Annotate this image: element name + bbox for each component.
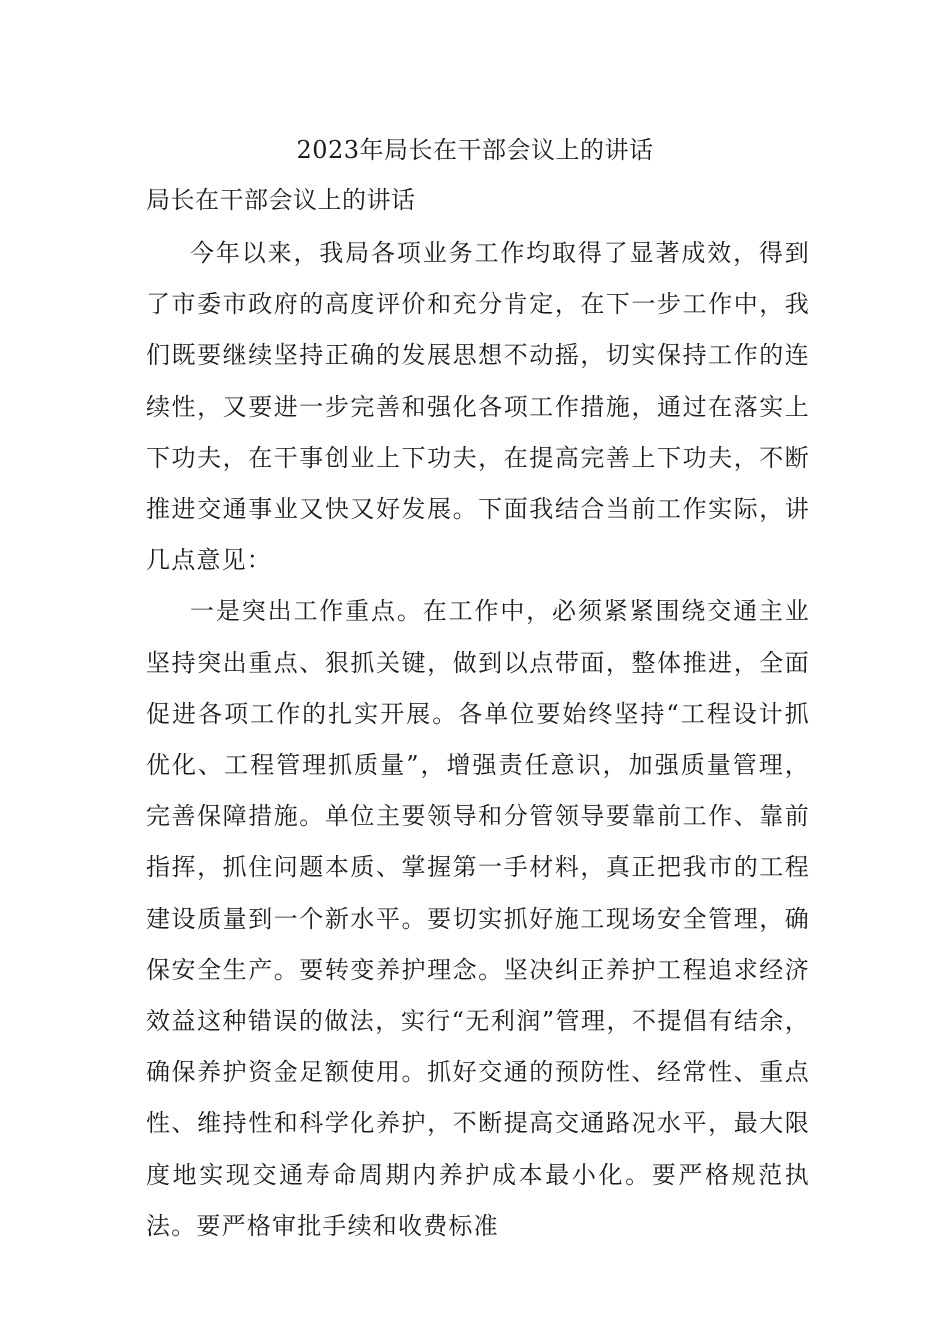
paragraph-intro: 今年以来，我局各项业务工作均取得了显著成效，得到了市委市政府的高度评价和充分肯定，在下一步工作中，我们既要继续坚持正确的发展思想不动摇，切实保持工作的连续性，又要进一步完善和强化各项工作措施，通过在落实上下功夫，在干事创业上下功夫，在提高完善上下功夫，不断推进交通事业又快又好发展。下面我结合当前工作实际，讲几点意见： bbox=[146, 239, 810, 575]
paragraph-point-one: 一是突出工作重点。在工作中，必须紧紧围绕交通主业坚持突出重点、狠抓关键，做到以点带面，整体推进，全面促进各项工作的扎实开展。各单位要始终坚持“工程设计抓优化、工程管理抓质量”，增强责任意识，加强质量管理，完善保障措施。单位主要领导和分管领导要靠前工作、靠前指挥，抓住问题本质、掌握第一手材料，真正把我市的工程建设质量到一个新水平。要切实抓好施工现场安全管理，确保安全生产。要转变养护理念。坚决纠正养护工程追求经济效益这种错误的做法，实行“无利润”管理，不提倡有结余，确保养护资金足额使用。抓好交通的预防性、经常性、重点性、维持性和科学化养护，不断提高交通路况水平，最大限度地实现交通寿命周期内养护成本最小化。要严格规范执法。要严格审批手续和收费标准 bbox=[146, 597, 810, 1240]
document-subtitle: 局长在干部会议上的讲话 bbox=[146, 186, 416, 214]
document-title: 2023年局长在干部会议上的讲话 bbox=[296, 136, 654, 164]
document-body bbox=[146, 228, 810, 1252]
